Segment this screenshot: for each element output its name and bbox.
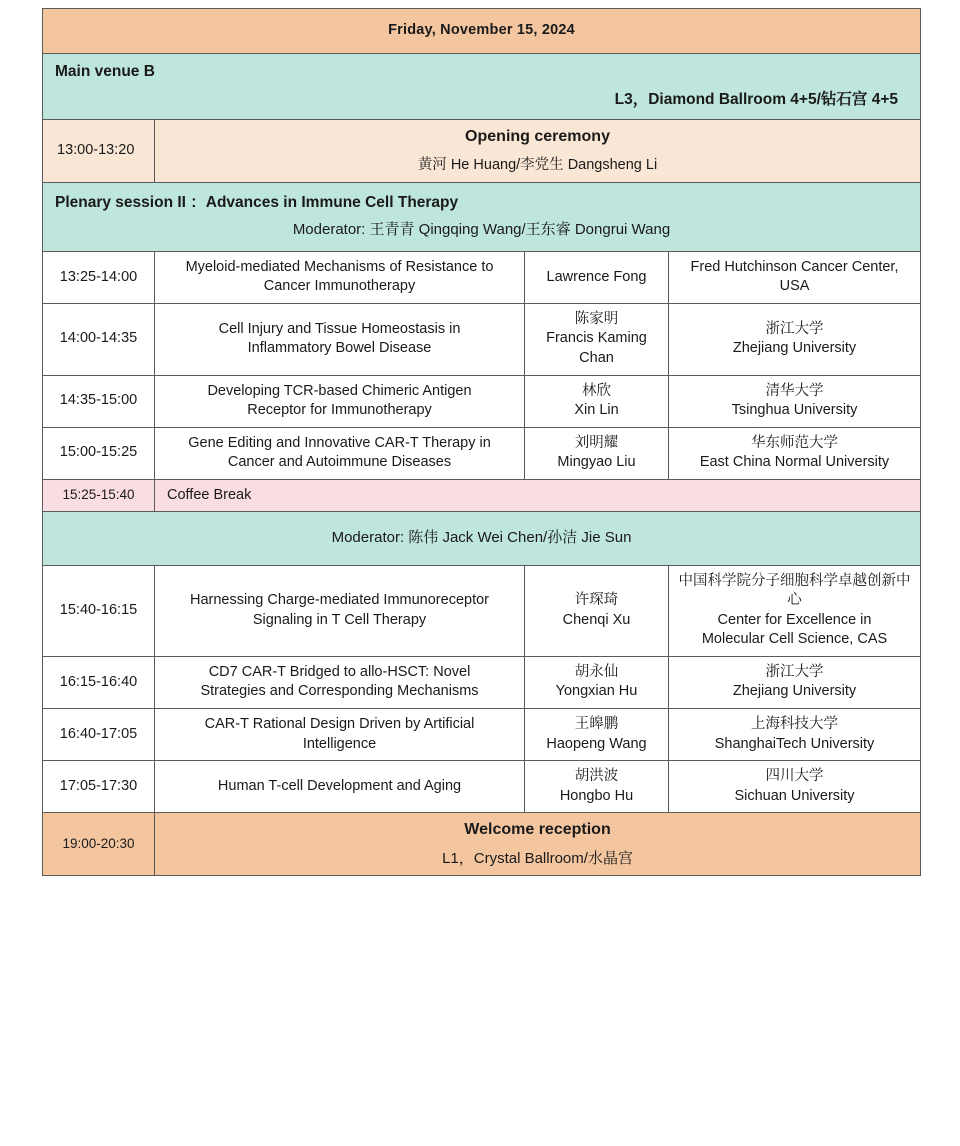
venue-name: Main venue B [55,62,155,80]
affiliation-en-line1: Center for Excellence in [717,611,872,628]
reception-cell [155,813,921,876]
table-row [43,761,921,813]
talk-title-line1: Myeloid-mediated Mechanisms of Resistance to [185,258,494,275]
session-header-row [43,182,921,251]
affiliation-en-line2: USA [779,278,810,295]
affiliation-cn: 浙江大学 [765,320,824,337]
break-time: 15:25-15:40 [43,479,155,512]
speaker-name-en: Yongxian Hu [555,683,638,700]
talk-speaker [525,375,669,427]
venue-row [43,53,921,120]
talk-title-line1: Cell Injury and Tissue Homeostasis in [218,320,461,337]
talk-speaker [525,565,669,656]
table-row [43,427,921,479]
speaker-name-cn: 林欣 [582,382,611,399]
table-row [43,708,921,760]
talk-title [155,708,525,760]
talk-speaker [525,427,669,479]
talk-affiliation [669,303,921,375]
talk-title [155,375,525,427]
venue-room: L3，Diamond Ballroom 4+5/钻石宫 4+5 [614,91,899,109]
speaker-name-cn: 胡永仙 [574,663,619,680]
affiliation-cn: 四川大学 [765,768,824,785]
talk-time: 16:15-16:40 [43,656,155,708]
talk-title [155,656,525,708]
talk-title-line2: Cancer and Autoimmune Diseases [227,454,452,471]
talk-time: 13:25-14:00 [43,251,155,303]
moderator-row [43,512,921,565]
talk-time: 14:00-14:35 [43,303,155,375]
speaker-name-en: Haopeng Wang [546,735,647,752]
talk-affiliation [669,251,921,303]
affiliation-en-line1: Fred Hutchinson Cancer Center, [690,258,899,275]
reception-time: 19:00-20:30 [43,813,155,876]
talk-time: 14:35-15:00 [43,375,155,427]
opening-hosts: 黄河 He Huang/李党生 Dangsheng Li [417,157,658,173]
reception-row [43,813,921,876]
talk-affiliation [669,427,921,479]
date-row [43,9,921,54]
speaker-name-en: Chenqi Xu [562,611,631,628]
talk-affiliation [669,708,921,760]
talk-title [155,303,525,375]
talk-affiliation [669,656,921,708]
talk-title-line2: Strategies and Corresponding Mechanisms [200,683,479,700]
speaker-name-en: Xin Lin [574,402,619,419]
schedule-table [42,8,921,876]
venue-cell [43,53,921,120]
talk-title [155,427,525,479]
talk-title-line2: Receptor for Immunotherapy [247,402,432,419]
affiliation-en-line1: East China Normal University [699,454,890,471]
moderator-cell [43,512,921,565]
talk-title-line2: Intelligence [302,735,377,752]
opening-title: Opening ceremony [465,128,610,146]
table-row [43,656,921,708]
affiliation-cn: 中国科学院分子细胞科学卓越创新中心 [678,572,911,609]
affiliation-cn: 华东师范大学 [751,434,838,451]
talk-speaker [525,656,669,708]
session-header-cell [43,182,921,251]
speaker-name-en: Hongbo Hu [559,787,634,804]
talk-title-line2: Signaling in T Cell Therapy [252,611,427,628]
talk-title [155,251,525,303]
talk-speaker [525,761,669,813]
talk-title-line2: Inflammatory Bowel Disease [247,340,432,357]
talk-speaker [525,303,669,375]
talk-title-line2: Cancer Immunotherapy [263,278,416,295]
table-row [43,303,921,375]
talk-affiliation [669,375,921,427]
talk-title-line1: Harnessing Charge-mediated Immunoreceptor [189,592,489,609]
session-title: Plenary session II ：Advances in Immune Cell Therapy [55,193,459,211]
speaker-name-en: Francis Kaming Chan [546,330,647,366]
talk-title-line1: CAR-T Rational Design Driven by Artificial [204,715,475,732]
talk-affiliation [669,565,921,656]
talk-title-line1: CD7 CAR-T Bridged to allo-HSCT: Novel [208,663,471,680]
speaker-name-cn: 王皞鹏 [574,715,619,732]
break-label: Coffee Break [155,479,921,512]
affiliation-cn: 清华大学 [765,382,824,399]
date-header: Friday, November 15, 2024 [43,9,921,54]
talk-affiliation [669,761,921,813]
speaker-name-cn: 许琛琦 [574,592,619,609]
speaker-name-cn: 刘明耀 [574,434,619,451]
affiliation-en-line1: ShanghaiTech University [714,735,875,752]
table-row [43,375,921,427]
speaker-name-cn: 陈家明 [574,310,619,327]
reception-title: Welcome reception [464,821,611,839]
table-row [43,251,921,303]
talk-title-line1: Gene Editing and Innovative CAR-T Therapy in [188,434,491,451]
opening-time: 13:00-13:20 [43,120,155,182]
talk-title [155,761,525,813]
break-row [43,479,921,512]
talk-time: 15:00-15:25 [43,427,155,479]
talk-speaker [525,251,669,303]
talk-title [155,565,525,656]
speaker-name-en: Lawrence Fong [546,268,647,285]
affiliation-en-line2: Molecular Cell Science, CAS [701,631,888,648]
affiliation-en-line1: Zhejiang University [732,683,857,700]
speaker-name-cn: 胡洪波 [574,768,619,785]
talk-title-line1: Human T-cell Development and Aging [217,777,462,794]
affiliation-en-line1: Zhejiang University [732,340,857,357]
talk-title-line1: Developing TCR-based Chimeric Antigen [207,382,472,399]
affiliation-cn: 上海科技大学 [751,715,838,732]
session-moderator: Moderator: 王青青 Qingqing Wang/王东睿 Dongrui Wang [292,221,671,239]
talk-time: 17:05-17:30 [43,761,155,813]
affiliation-cn: 浙江大学 [765,663,824,680]
speaker-name-en: Mingyao Liu [557,454,636,471]
opening-row [43,120,921,182]
affiliation-en-line1: Tsinghua University [731,402,858,419]
talk-time: 15:40-16:15 [43,565,155,656]
session-moderator-2: Moderator: 陈伟 Jack Wei Chen/孙洁 Jie Sun [331,529,632,547]
reception-place: L1，Crystal Ballroom/水晶宫 [442,849,633,867]
talk-speaker [525,708,669,760]
opening-cell [155,120,921,182]
table-row [43,565,921,656]
affiliation-en-line1: Sichuan University [734,787,855,804]
talk-time: 16:40-17:05 [43,708,155,760]
